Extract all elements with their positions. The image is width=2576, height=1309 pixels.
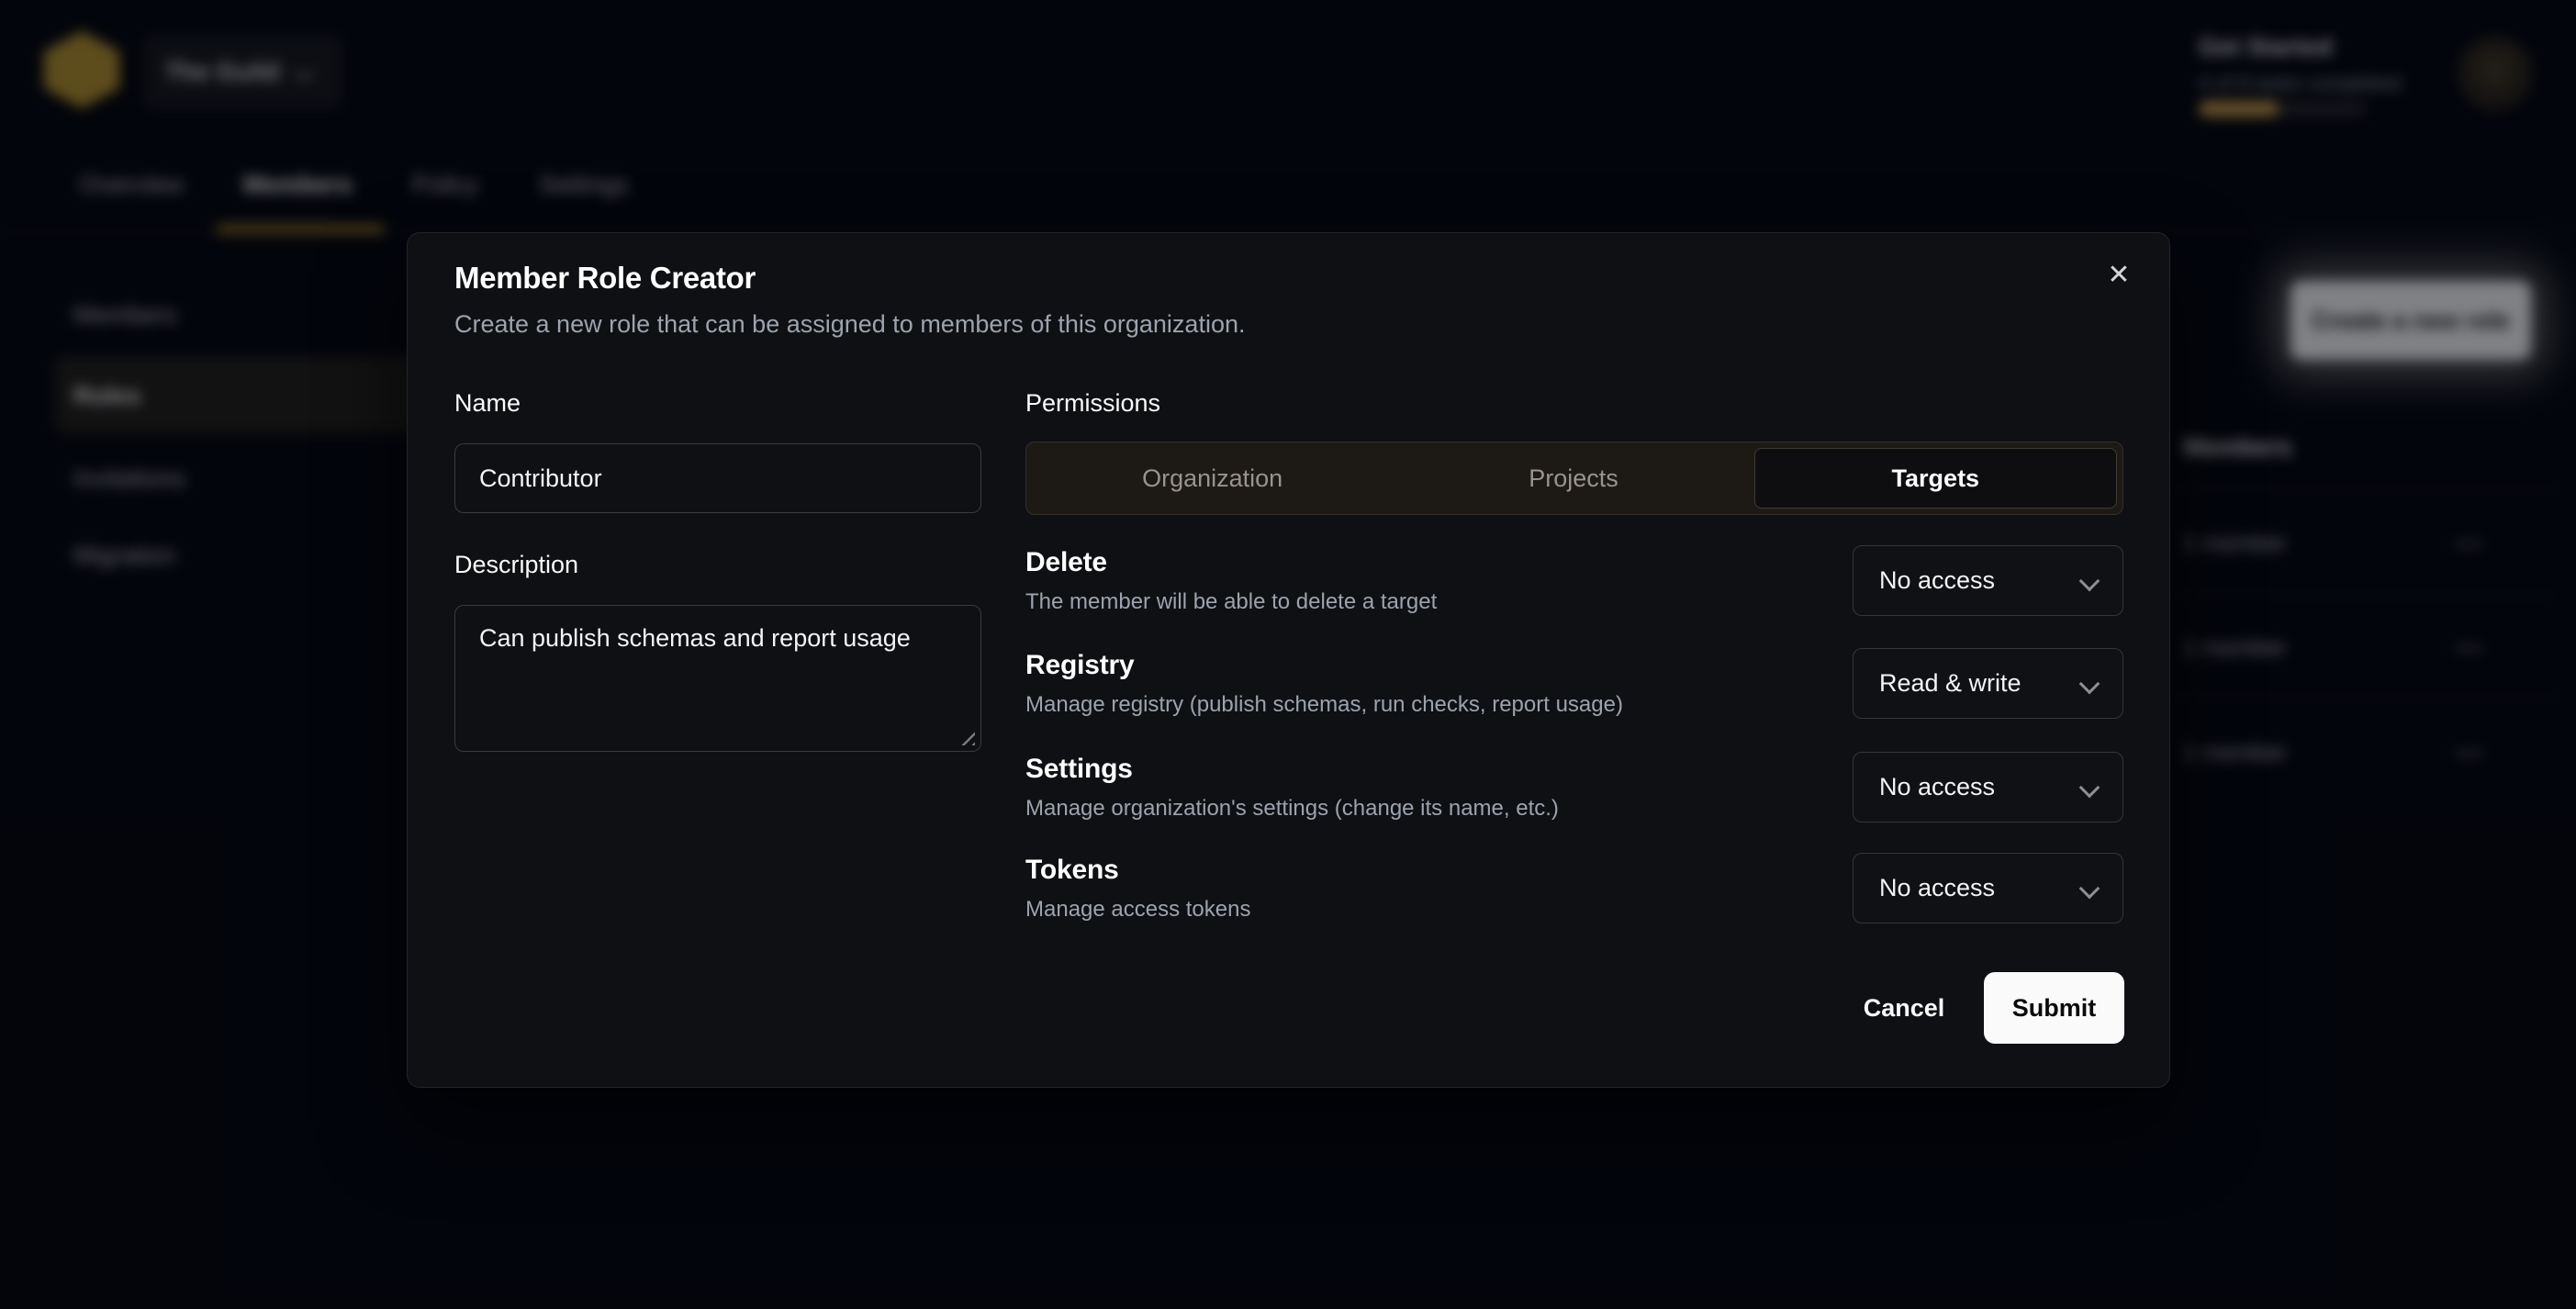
chevron-down-icon [2079,777,2100,798]
perm-title: Delete [1025,547,1107,577]
perm-row-settings [1025,752,2123,855]
access-select-value: No access [1879,874,1996,901]
submit-button[interactable]: Submit [1984,972,2124,1044]
name-input[interactable] [454,443,981,513]
perm-row-delete [1025,545,2123,648]
access-select-value: No access [1879,773,1996,800]
perm-title: Settings [1025,754,1133,784]
perm-tab-targets[interactable]: Targets [1754,448,2117,509]
perm-description: The member will be able to delete a target [1025,589,1438,614]
perm-description: Manage registry (publish schemas, run checks, report usage) [1025,692,1623,717]
perm-description: Manage access tokens [1025,897,1251,922]
chevron-down-icon [2079,570,2100,591]
member-role-creator-dialog [407,232,2170,1088]
perm-title: Registry [1025,650,1135,680]
perm-row-tokens [1025,853,2123,956]
perm-description: Manage organization's settings (change its name, etc.) [1025,796,1559,821]
name-label: Name [454,389,521,417]
description-textarea[interactable] [454,605,981,752]
perm-title: Tokens [1025,855,1119,885]
access-select-delete[interactable] [1853,545,2123,616]
dialog-subtitle: Create a new role that can be assigned to members of this organization. [454,310,1246,338]
perm-tab-projects[interactable]: Projects [1529,464,1618,492]
permissions-tablist [1025,442,2123,515]
access-select-registry[interactable] [1853,648,2123,719]
permissions-label: Permissions [1025,389,1161,417]
access-select-value: Read & write [1879,669,2022,697]
perm-row-registry [1025,648,2123,751]
access-select-value: No access [1879,566,1996,594]
chevron-down-icon [2079,878,2100,899]
dialog-title: Member Role Creator [454,261,756,295]
access-select-settings[interactable] [1853,752,2123,822]
perm-tab-organization[interactable]: Organization [1142,464,1283,492]
close-icon[interactable]: ✕ [2107,260,2131,290]
cancel-button[interactable]: Cancel [1863,993,1945,1022]
access-select-tokens[interactable] [1853,853,2123,923]
chevron-down-icon [2079,673,2100,694]
description-label: Description [454,551,579,578]
